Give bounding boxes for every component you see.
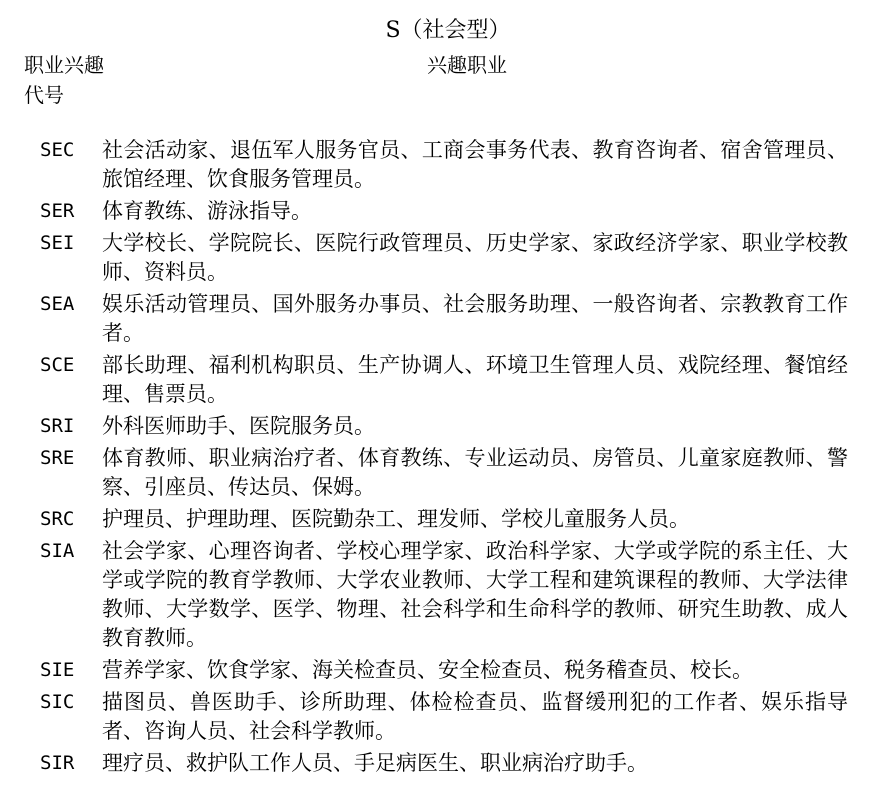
entry-jobs: 娱乐活动管理员、国外服务办事员、社会服务助理、一般咨询者、宗教教育工作者。 — [102, 292, 848, 345]
code-column-header: 职业兴趣代号 — [24, 53, 104, 107]
entry-jobs: 理疗员、救护队工作人员、手足病医生、职业病治疗助手。 — [102, 751, 648, 775]
entry-code: SIR — [40, 752, 75, 774]
entry-jobs: 部长助理、福利机构职员、生产协调人、环境卫生管理人员、戏院经理、餐馆经理、售票员。 — [102, 353, 848, 406]
entry-jobs: 描图员、兽医助手、诊所助理、体检检查员、监督缓刑犯的工作者、娱乐指导者、咨询人员、社会科学教师。 — [102, 690, 848, 743]
entry-sea — [0, 290, 896, 348]
entry-code: SEC — [40, 139, 75, 161]
entry-code: SCE — [40, 354, 75, 376]
entry-sia — [0, 537, 896, 653]
entry-code: SRI — [40, 415, 75, 437]
entry-src — [0, 505, 896, 534]
entry-sce — [0, 351, 896, 409]
entry-sec — [0, 136, 896, 194]
entry-sre — [0, 444, 896, 502]
entry-code: SER — [40, 200, 75, 222]
entry-sic — [0, 688, 896, 746]
entry-code: SEI — [40, 232, 75, 254]
entry-code: SIA — [40, 540, 75, 562]
entry-jobs: 大学校长、学院院长、医院行政管理员、历史学家、家政经济学家、职业学校教师、资料员。 — [102, 231, 848, 284]
entry-sie — [0, 656, 896, 685]
entry-code: SIE — [40, 659, 75, 681]
entry-jobs: 社会学家、心理咨询者、学校心理学家、政治科学家、大学或学院的系主任、大学或学院的教育学教师、大学农业教师、大学工程和建筑课程的教师、大学法律教师、大学数学、医学、物理、社会科学和生命科学的教师、研究生助教、成人教育教师。 — [102, 539, 848, 650]
entry-code: SIC — [40, 691, 75, 713]
entry-jobs: 外科医师助手、医院服务员。 — [102, 414, 375, 438]
entry-code: SEA — [40, 293, 75, 315]
entry-list — [0, 136, 896, 781]
entry-sir — [0, 749, 896, 778]
page-title: S（社会型） — [385, 18, 511, 43]
entry-jobs: 护理员、护理助理、医院勤杂工、理发师、学校儿童服务人员。 — [102, 507, 690, 531]
entry-code: SRC — [40, 508, 75, 530]
entry-jobs: 社会活动家、退伍军人服务官员、工商会事务代表、教育咨询者、宿舍管理员、旅馆经理、饮食服务管理员。 — [102, 138, 848, 191]
entry-sri — [0, 412, 896, 441]
entry-ser — [0, 197, 896, 226]
entry-jobs: 营养学家、饮食学家、海关检查员、安全检查员、税务稽查员、校长。 — [102, 658, 753, 682]
entry-code: SRE — [40, 447, 75, 469]
entry-jobs: 体育教师、职业病治疗者、体育教练、专业运动员、房管员、儿童家庭教师、警察、引座员、传达员、保姆。 — [102, 446, 848, 499]
entry-jobs: 体育教练、游泳指导。 — [102, 199, 312, 223]
jobs-column-header: 兴趣职业 — [427, 53, 507, 77]
entry-sei — [0, 229, 896, 287]
